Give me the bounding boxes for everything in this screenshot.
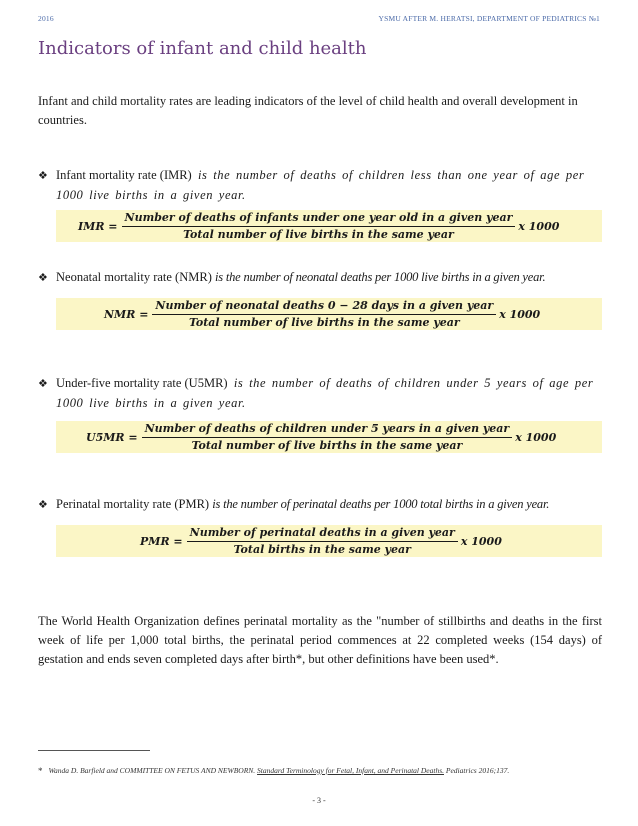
definition-u5mr [38,374,602,413]
formula-box-pmr [56,525,602,557]
term-description: is the number of perinatal deaths per 1000 total births in a given year. [212,497,550,511]
diamond-bullet-icon: ❖ [38,378,48,390]
diamond-bullet-icon: ❖ [38,170,48,182]
fraction [187,526,458,557]
footnote [38,766,509,776]
diamond-bullet-icon: ❖ [38,272,48,284]
footnote-divider [38,750,150,751]
term-label: Perinatal mortality rate (PMR) [56,497,210,511]
page-number: - 3 - [312,796,326,805]
formula-numerator: Number of neonatal deaths 0 − 28 days in a given year [152,299,496,315]
formula-pmr [140,525,502,557]
formula-multiplier: x 1000 [515,430,557,444]
formula-numerator: Number of deaths of children under 5 years in a given year [142,422,513,438]
formula-multiplier: x 1000 [518,219,560,233]
header-institution: YSMU AFTER M. HERATSI, DEPARTMENT OF PEDIATRICS №1 [378,14,600,23]
term-label: Infant mortality rate (IMR) [56,168,192,182]
formula-lhs: NMR = [104,307,149,321]
diamond-bullet-icon: ❖ [38,499,48,511]
formula-multiplier: x 1000 [499,307,541,321]
formula-u5mr [86,421,556,453]
definition-pmr [38,495,602,515]
formula-lhs: PMR = [140,534,183,548]
term-description: is the number of neonatal deaths per 1000 live births in a given year. [214,270,546,284]
definition-imr [38,166,602,205]
definition-nmr [38,268,602,288]
term-label: Neonatal mortality rate (NMR) [56,270,212,284]
fraction [122,211,516,242]
intro-paragraph: Infant and child mortality rates are leading indicators of the level of child health and overall development in countries. [38,94,578,127]
formula-numerator: Number of perinatal deaths in a given year [187,526,458,542]
formula-denominator: Total number of live births in the same year [191,438,463,452]
formula-numerator: Number of deaths of infants under one year old in a given year [122,211,516,227]
formula-denominator: Total number of live births in the same year [188,315,460,329]
term-label: Under-five mortality rate (U5MR) [56,376,228,390]
formula-lhs: IMR = [78,219,118,233]
fraction [142,422,513,453]
footnote-authors: Wanda D. Barfield and COMMITTEE ON FETUS AND NEWBORN. [48,766,256,775]
who-paragraph: The World Health Organization defines perinatal mortality as the "number of stillbirths and deaths in the first week of life per 1,000 total births, the perinatal period commences at 22 completed weeks (154 days) of gestation and ends seven completed days after birth*, but other definitions have been used*. [38,614,602,666]
header-year: 2016 [38,14,54,23]
formula-denominator: Total number of live births in the same year [183,227,454,241]
page-title: Indicators of infant and child health [38,38,367,59]
formula-nmr [104,298,540,330]
formula-box-nmr [56,298,602,330]
fraction [152,299,496,330]
term-description: is the number of deaths of children less than one year of age per 1000 live births in a given year. [56,168,585,202]
footnote-title: Standard Terminology for Fetal, Infant, and Perinatal Deaths. [257,766,444,775]
term-description: is the number of deaths of children under 5 years of age per 1000 live births in a given year. [56,376,594,410]
formula-box-u5mr [56,421,602,453]
formula-imr [78,210,559,242]
formula-denominator: Total births in the same year [233,542,411,556]
formula-lhs: U5MR = [86,430,138,444]
footnote-journal: Pediatrics 2016;137. [445,766,510,775]
footnote-mark: * [38,766,43,776]
formula-box-imr [56,210,602,242]
formula-multiplier: x 1000 [460,534,502,548]
